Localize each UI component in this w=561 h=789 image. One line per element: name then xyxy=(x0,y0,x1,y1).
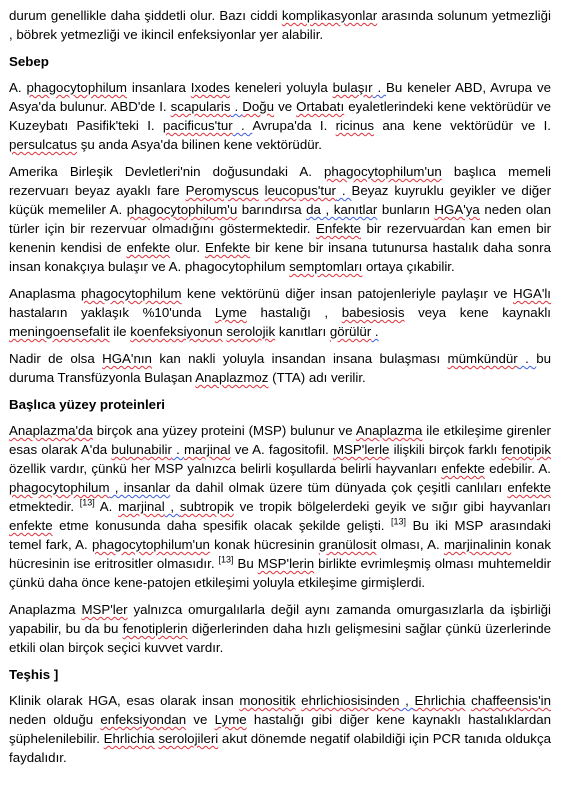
text-run: kanıtları xyxy=(275,324,330,339)
spelling-flagged-word: marjinal xyxy=(118,499,165,514)
text-run: ile xyxy=(109,324,131,339)
text-run: kene vektörünü diğer insan patojenleriyle paylaşır ve xyxy=(181,286,513,301)
text-run: kan nakli yoluyla insandan insana bulaşması xyxy=(151,351,448,366)
spelling-flagged-word: phagocytophilum xyxy=(26,80,128,95)
text-run: Avrupa'da I. xyxy=(252,118,336,133)
text-run: hastaların yaklaşık %10'unda xyxy=(9,305,215,320)
text-run: edebilir. A. xyxy=(484,461,551,476)
grammar-flagged-text: . xyxy=(371,324,379,339)
spelling-flagged-word: MSP'lerin xyxy=(257,556,315,571)
text-run: konak hücresinin xyxy=(209,537,319,552)
heading-surface-proteins: Başlıca yüzey proteinleri xyxy=(9,397,165,412)
spelling-flagged-word: fenotiplerin xyxy=(122,621,188,636)
spelling-flagged-word: Ehrlichia xyxy=(414,693,466,708)
paragraph-intro-complications xyxy=(9,6,551,44)
text-run: ortaya çıkabilir. xyxy=(362,259,455,274)
text-run: ve tropik bölgelerdeki geyik ve sığır gibi hayvanları xyxy=(233,499,552,514)
text-run: yalnızca omurgalılarla değil aynı zamanda omurgasızlarla da işbirliği yapabilir, bu da bu xyxy=(9,602,552,636)
paragraph-reservoir xyxy=(9,162,551,276)
spelling-flagged-word: serolojileri xyxy=(158,731,219,746)
text-run: Bu keneler ABD, Avrupa ve Asya'da bulunur. ABD'de I. xyxy=(9,80,552,114)
spelling-flagged-word: Doğu xyxy=(242,99,275,114)
spelling-flagged-word: granülosit xyxy=(318,537,377,552)
text-run: (TTA) adı verilir. xyxy=(268,370,366,385)
grammar-flagged-text: . xyxy=(372,80,387,95)
text-run: ve A. fagositofil. xyxy=(230,442,333,457)
text-run: Bu iki MSP arasındaki temel fark, A. xyxy=(9,518,551,552)
spelling-flagged-word: komplikasyonlar xyxy=(281,8,378,23)
paragraph-transmission-ticks xyxy=(9,78,551,154)
spelling-flagged-word: babesiosis xyxy=(341,305,405,320)
spelling-flagged-word: marjinalinin xyxy=(443,537,512,552)
spelling-flagged-word: MSP'ler xyxy=(81,602,128,617)
text-run: olması, A. xyxy=(376,537,444,552)
spelling-flagged-word: HGA'ya xyxy=(434,202,480,217)
spelling-flagged-word: Anaplazma'da xyxy=(9,423,93,438)
text-run: Beyaz kuyruklu geyikler ve diğer küçük memeliler A. xyxy=(9,183,551,217)
spelling-flagged-word: enfekte xyxy=(507,480,551,495)
spelling-flagged-word: MSP'lerle xyxy=(332,442,390,457)
text-run: neden olduğu xyxy=(9,712,101,727)
text-run: Anaplazma xyxy=(9,602,82,617)
grammar-flagged-text: . xyxy=(232,118,253,133)
text-run: ve xyxy=(186,712,215,727)
text-run: etmektedir. xyxy=(9,499,80,514)
grammar-flagged-text: , xyxy=(164,499,180,514)
spelling-flagged-word: phagocytophilum'un xyxy=(92,537,210,552)
text-run: veya kene kaynaklı xyxy=(404,305,551,320)
spelling-flagged-word: pacificus'tur xyxy=(162,118,233,133)
spelling-flagged-word: enfekte xyxy=(126,240,171,255)
text-run: eyaletlerindeki kene vektörüdür ve Kuzeybatı Pasifik'teki I. xyxy=(9,99,551,133)
text-run: başlıca memeli rezervuarı beyaz ayaklı fare xyxy=(9,164,551,198)
text-run: bir rezervuardan kan emen bir kenenin kendisi de xyxy=(9,221,552,255)
text-run: bir kene bir insana tutunursa hastalık daha sonra insan konakçıya bulaşır ve A. phagocytophilum xyxy=(9,240,552,274)
heading-cause: Sebep xyxy=(9,54,49,69)
text-run: durum genellikle daha şiddetli olur. Bazı ciddi xyxy=(9,8,282,23)
spelling-flagged-word: HGA'lı xyxy=(513,286,552,301)
spelling-flagged-word: serolojik xyxy=(226,324,276,339)
text-run: hastalığı , xyxy=(246,305,342,320)
spelling-flagged-word: semptomları xyxy=(289,259,363,274)
grammar-flagged-text: . xyxy=(335,183,352,198)
grammar-flagged-text: da , kanıtlar xyxy=(306,202,378,217)
spelling-flagged-word: koenfeksiyonun xyxy=(130,324,223,339)
text-run: A. xyxy=(9,80,27,95)
text-run: etme konusunda daha spesifik olacak şekilde gelişti. xyxy=(52,518,392,533)
spelling-flagged-word: ricinus xyxy=(335,118,375,133)
spelling-flagged-word: Enfekte xyxy=(315,221,362,236)
spelling-flagged-word: Ortabatı xyxy=(296,99,345,114)
spelling-flagged-word: marjinal xyxy=(183,442,231,457)
text-run: Klinik olarak HGA, esas olarak insan xyxy=(9,693,240,708)
spelling-flagged-word: ehrlichiosisinden xyxy=(301,693,400,708)
citation-reference[interactable]: [13] xyxy=(218,554,234,565)
grammar-flagged-text: , xyxy=(399,693,415,708)
text-run: neden olan türler için bir rezervuar olmadığını göstermektedir. xyxy=(9,202,551,236)
spelling-flagged-word: Ehrlichia xyxy=(103,731,155,746)
text-run: akut dönemde negatif olabildiği için PCR tanıda oldukça faydalıdır. xyxy=(9,731,551,765)
text-run: ve xyxy=(274,99,297,114)
spelling-flagged-word: Enfekte xyxy=(205,240,251,255)
text-run: A. xyxy=(94,499,119,514)
spelling-flagged-word: Lyme xyxy=(214,305,247,320)
spelling-flagged-word: Anaplazmoz xyxy=(195,370,269,385)
text-run: hastalığı gibi diğer kene kaynaklı hastalıklardan şüphelenilebilir. xyxy=(9,712,552,746)
spelling-flagged-word: persulcatus xyxy=(9,137,77,152)
spelling-flagged-word: subtropik xyxy=(179,499,234,514)
text-run: insanlara xyxy=(127,80,191,95)
spelling-flagged-word: meningoensefalit xyxy=(9,324,110,339)
text-run: olur. xyxy=(170,240,206,255)
text-run: ilişkili birçok farklı xyxy=(389,442,502,457)
grammar-flagged-text: . xyxy=(171,442,184,457)
spelling-flagged-word: mümkündür xyxy=(447,351,518,366)
grammar-flagged-text: . xyxy=(230,99,243,114)
text-run: konak hücresinin ise eritrositler olmasıdır. xyxy=(9,537,551,571)
grammar-flagged-text: . xyxy=(517,351,537,366)
paragraph-diagnosis xyxy=(9,691,551,767)
spelling-flagged-word: enfeksiyondan xyxy=(100,712,187,727)
text-run: diğerlerinden daha hızlı gelişmesini sağlar çünkü üzerlerinde etkili olan birçok seçici kuvvet vardır. xyxy=(9,621,551,655)
spelling-flagged-word: HGA'nın xyxy=(102,351,152,366)
text-run: keneleri yoluyla xyxy=(229,80,333,95)
spelling-flagged-word: enfekte xyxy=(441,461,485,476)
citation-reference[interactable]: [13] xyxy=(391,516,407,527)
spelling-flagged-word: görülür xyxy=(329,324,372,339)
text-run: özellik vardır, çünkü her MSP yalnızca belirli koşullarda belirli hayvanları xyxy=(9,461,442,476)
spelling-flagged-word: chaffeensis'in xyxy=(471,693,551,708)
text-run: da dahil olmak üzere tüm dünyada çok çeşitli canlıları xyxy=(170,480,508,495)
grammar-flagged-text: , insanlar xyxy=(109,480,171,495)
text-run: birlikte evrimleşmiş olması muhtemeldir çünkü daha önce kene-patojen etkileşimi yoluyla etkileşime girmişlerdi. xyxy=(9,556,551,590)
spelling-flagged-word: phagocytophilum xyxy=(81,286,182,301)
spelling-flagged-word: scapularis xyxy=(170,99,231,114)
spelling-flagged-word: leucopus'tur xyxy=(264,183,336,198)
spelling-flagged-word: monositik xyxy=(239,693,296,708)
text-run: ana kene vektörüdür ve I. xyxy=(374,118,551,133)
paragraph-transfusion xyxy=(9,349,551,387)
spelling-flagged-word: fenotipik xyxy=(501,442,551,457)
spelling-flagged-word: Ixodes xyxy=(190,80,230,95)
spelling-flagged-word: enfekte xyxy=(9,518,53,533)
text-run: ile etkileşime girenler esas olarak A'da xyxy=(9,423,551,457)
text-run: bu duruma Transfüzyonla Bulaşan xyxy=(9,351,551,385)
spelling-flagged-word: Peromyscus xyxy=(185,183,259,198)
paragraph-coinfection xyxy=(9,284,551,341)
text-run: Bu xyxy=(233,556,258,571)
spelling-flagged-word: phagocytophilum xyxy=(9,480,110,495)
heading-diagnosis: Teşhis ] xyxy=(9,667,59,682)
spelling-flagged-word: bulunabilir xyxy=(111,442,172,457)
spelling-flagged-word: bulaşır xyxy=(332,80,373,95)
text-run: barındırsa xyxy=(237,202,307,217)
text-run: Nadir de olsa xyxy=(9,351,103,366)
text-run: Amerika Birleşik Devletleri'nin doğusundaki A. xyxy=(9,164,324,179)
text-run: Anaplasma xyxy=(9,286,82,301)
text-run: şu anda Asya'da bilinen kene vektörüdür. xyxy=(77,137,323,152)
paragraph-msp-invertebrates xyxy=(9,600,551,657)
spelling-flagged-word: Anaplazma xyxy=(355,423,423,438)
text-run: arasında solunum yetmezliği , böbrek yetmezliği ve ikincil enfeksiyonlar yer alabilir. xyxy=(9,8,551,42)
text-run: bunların xyxy=(377,202,435,217)
spelling-flagged-word: phagocytophilum'un xyxy=(323,164,442,179)
spelling-flagged-word: phagocytophilum'u xyxy=(126,202,238,217)
text-run: birçok ana yüzey proteini (MSP) bulunur ve xyxy=(92,423,356,438)
spelling-flagged-word: Lyme xyxy=(214,712,247,727)
citation-reference[interactable]: [13] xyxy=(79,497,95,508)
paragraph-msp-overview xyxy=(9,421,551,592)
